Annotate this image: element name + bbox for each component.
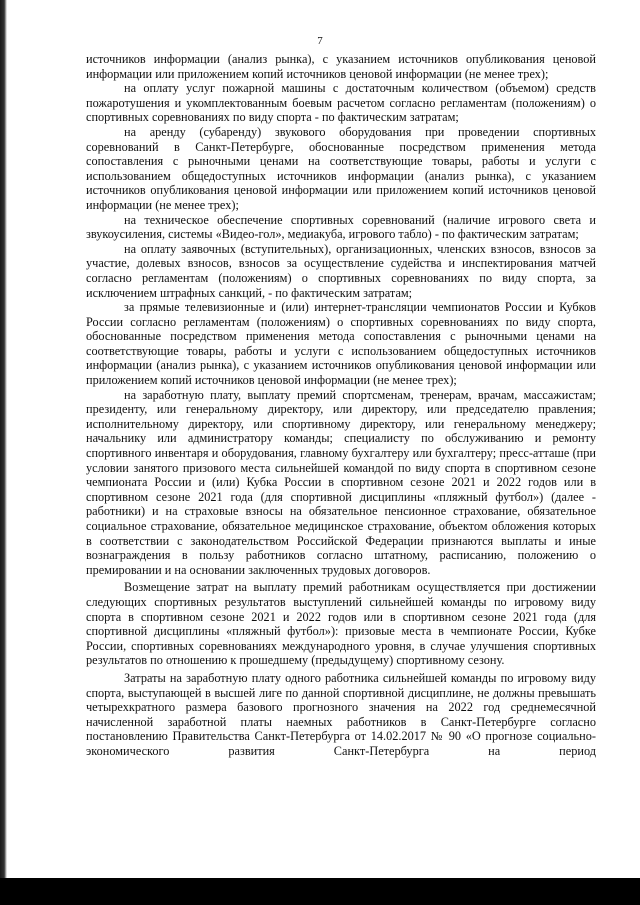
paragraph-technical-support: на техническое обеспечение спортивных соревнований (наличие игрового света и звукоусиления, системы «Видео-гол», медиакуба, игрового табло) - по фактическим затратам; [86, 212, 596, 242]
paragraph-sources-continued: источников информации (анализ рынка), с указанием источников опубликования ценовой информации или приложением копий источников ценовой информации (не менее трех); [86, 52, 596, 81]
scan-bottom-bar [0, 878, 640, 905]
paragraph-sound-equipment: на аренду (субаренду) звукового оборудования при проведении спортивных соревнований в Санкт-Петербурге, обоснованные посредством применения метода сопоставления с рыночными ценами на соответствующие товары, работы и услуги с использованием общедоступных источников информации (анализ рынка), с указанием источников опубликования ценовой информации или приложением копий источников ценовой информации (не менее трех); [86, 124, 596, 212]
paragraph-broadcasts: за прямые телевизионные и (или) интернет-трансляции чемпионатов России и Кубков России согласно регламентам (положениям) о спортивных соревнованиях по виду спорта, обоснованные посредством применения метода сопоставления с рыночными ценами на соответствующие товары, работы и услуги с использованием общедоступных источников информации (анализ рынка), с указанием источников опубликования ценовой информации или приложением копий источников ценовой информации (не менее трех); [86, 300, 596, 388]
scan-left-edge [0, 0, 7, 905]
page-number: 7 [317, 35, 323, 47]
paragraph-bonus-reimbursement: Возмещение затрат на выплату премий работникам осуществляется при достижении следующих спортивных результатов выступлений сильнейшей команды по игровому виду спорта в спортивном сезоне 2021 и 2022 годов или в спортивном сезоне 2021 года (для спортивной дисциплины «пляжный футбол»): призовые места в чемпионате России, Кубке России, спортивных соревнованиях международного уровня, в случае улучшения спортивных результатов по отношению к прошедшему (предыдущему) спортивному сезону. [86, 580, 596, 668]
paragraph-salary-limit: Затраты на заработную плату одного работника сильнейшей команды по игровому виду спорта, выступающей в высшей лиге по данной спортивной дисциплине, не должны превышать четырехкратного размера базового прогнозного значения на 2022 год среднемесячной начисленной заработной платы наемных работников в Санкт-Петербурге согласно постановлению Правительства Санкт-Петербурга от 14.02.2017 № 90 «О прогнозе социально-экономического развития Санкт-Петербурга на период [86, 670, 596, 758]
paragraph-fees: на оплату заявочных (вступительных), организационных, членских взносов, взносов за участие, долевых взносов, взносов за осуществление судейства и инспектирования матчей согласно регламентам (положениям) о спортивных соревнованиях по виду спорта, за исключением штрафных санкций, - по фактическим затратам; [86, 241, 596, 300]
document-body [86, 52, 596, 759]
paragraph-salaries: на заработную плату, выплату премий спортсменам, тренерам, врачам, массажистам; президенту, или генеральному директору, или директору, или председателю правления; исполнительному директору, или спортивному директору, или генеральному менеджеру; начальнику или администратору команды; специалисту по обслуживанию и ремонту спортивного инвентаря и оборудования, главному бухгалтеру или бухгалтеру; пресс-атташе (при условии занятого призового места сильнейшей командой по виду спорта в спортивном сезоне чемпионата России и (или) Кубка России в спортивном сезоне 2021 и 2022 годов или в спортивном сезоне 2021 года (для спортивной дисциплины «пляжный футбол») (далее - работники) и на страховые взносы на обязательное пенсионное страхование, обязательное социальное страхование, обязательное медицинское страхование, объектом обложения которых в соответствии с законодательством Российской Федерации признаются выплаты и иные вознаграждения в пользу работников согласно штатному, расписанию, положению о премировании и на основании заключенных трудовых договоров. [86, 387, 596, 577]
paragraph-fire-truck: на оплату услуг пожарной машины с достаточным количеством (объемом) средств пожаротушения и укомплектованным боевым расчетом согласно регламентам (положениям) о спортивных соревнованиях по виду спорта - по фактическим затратам; [86, 81, 596, 125]
